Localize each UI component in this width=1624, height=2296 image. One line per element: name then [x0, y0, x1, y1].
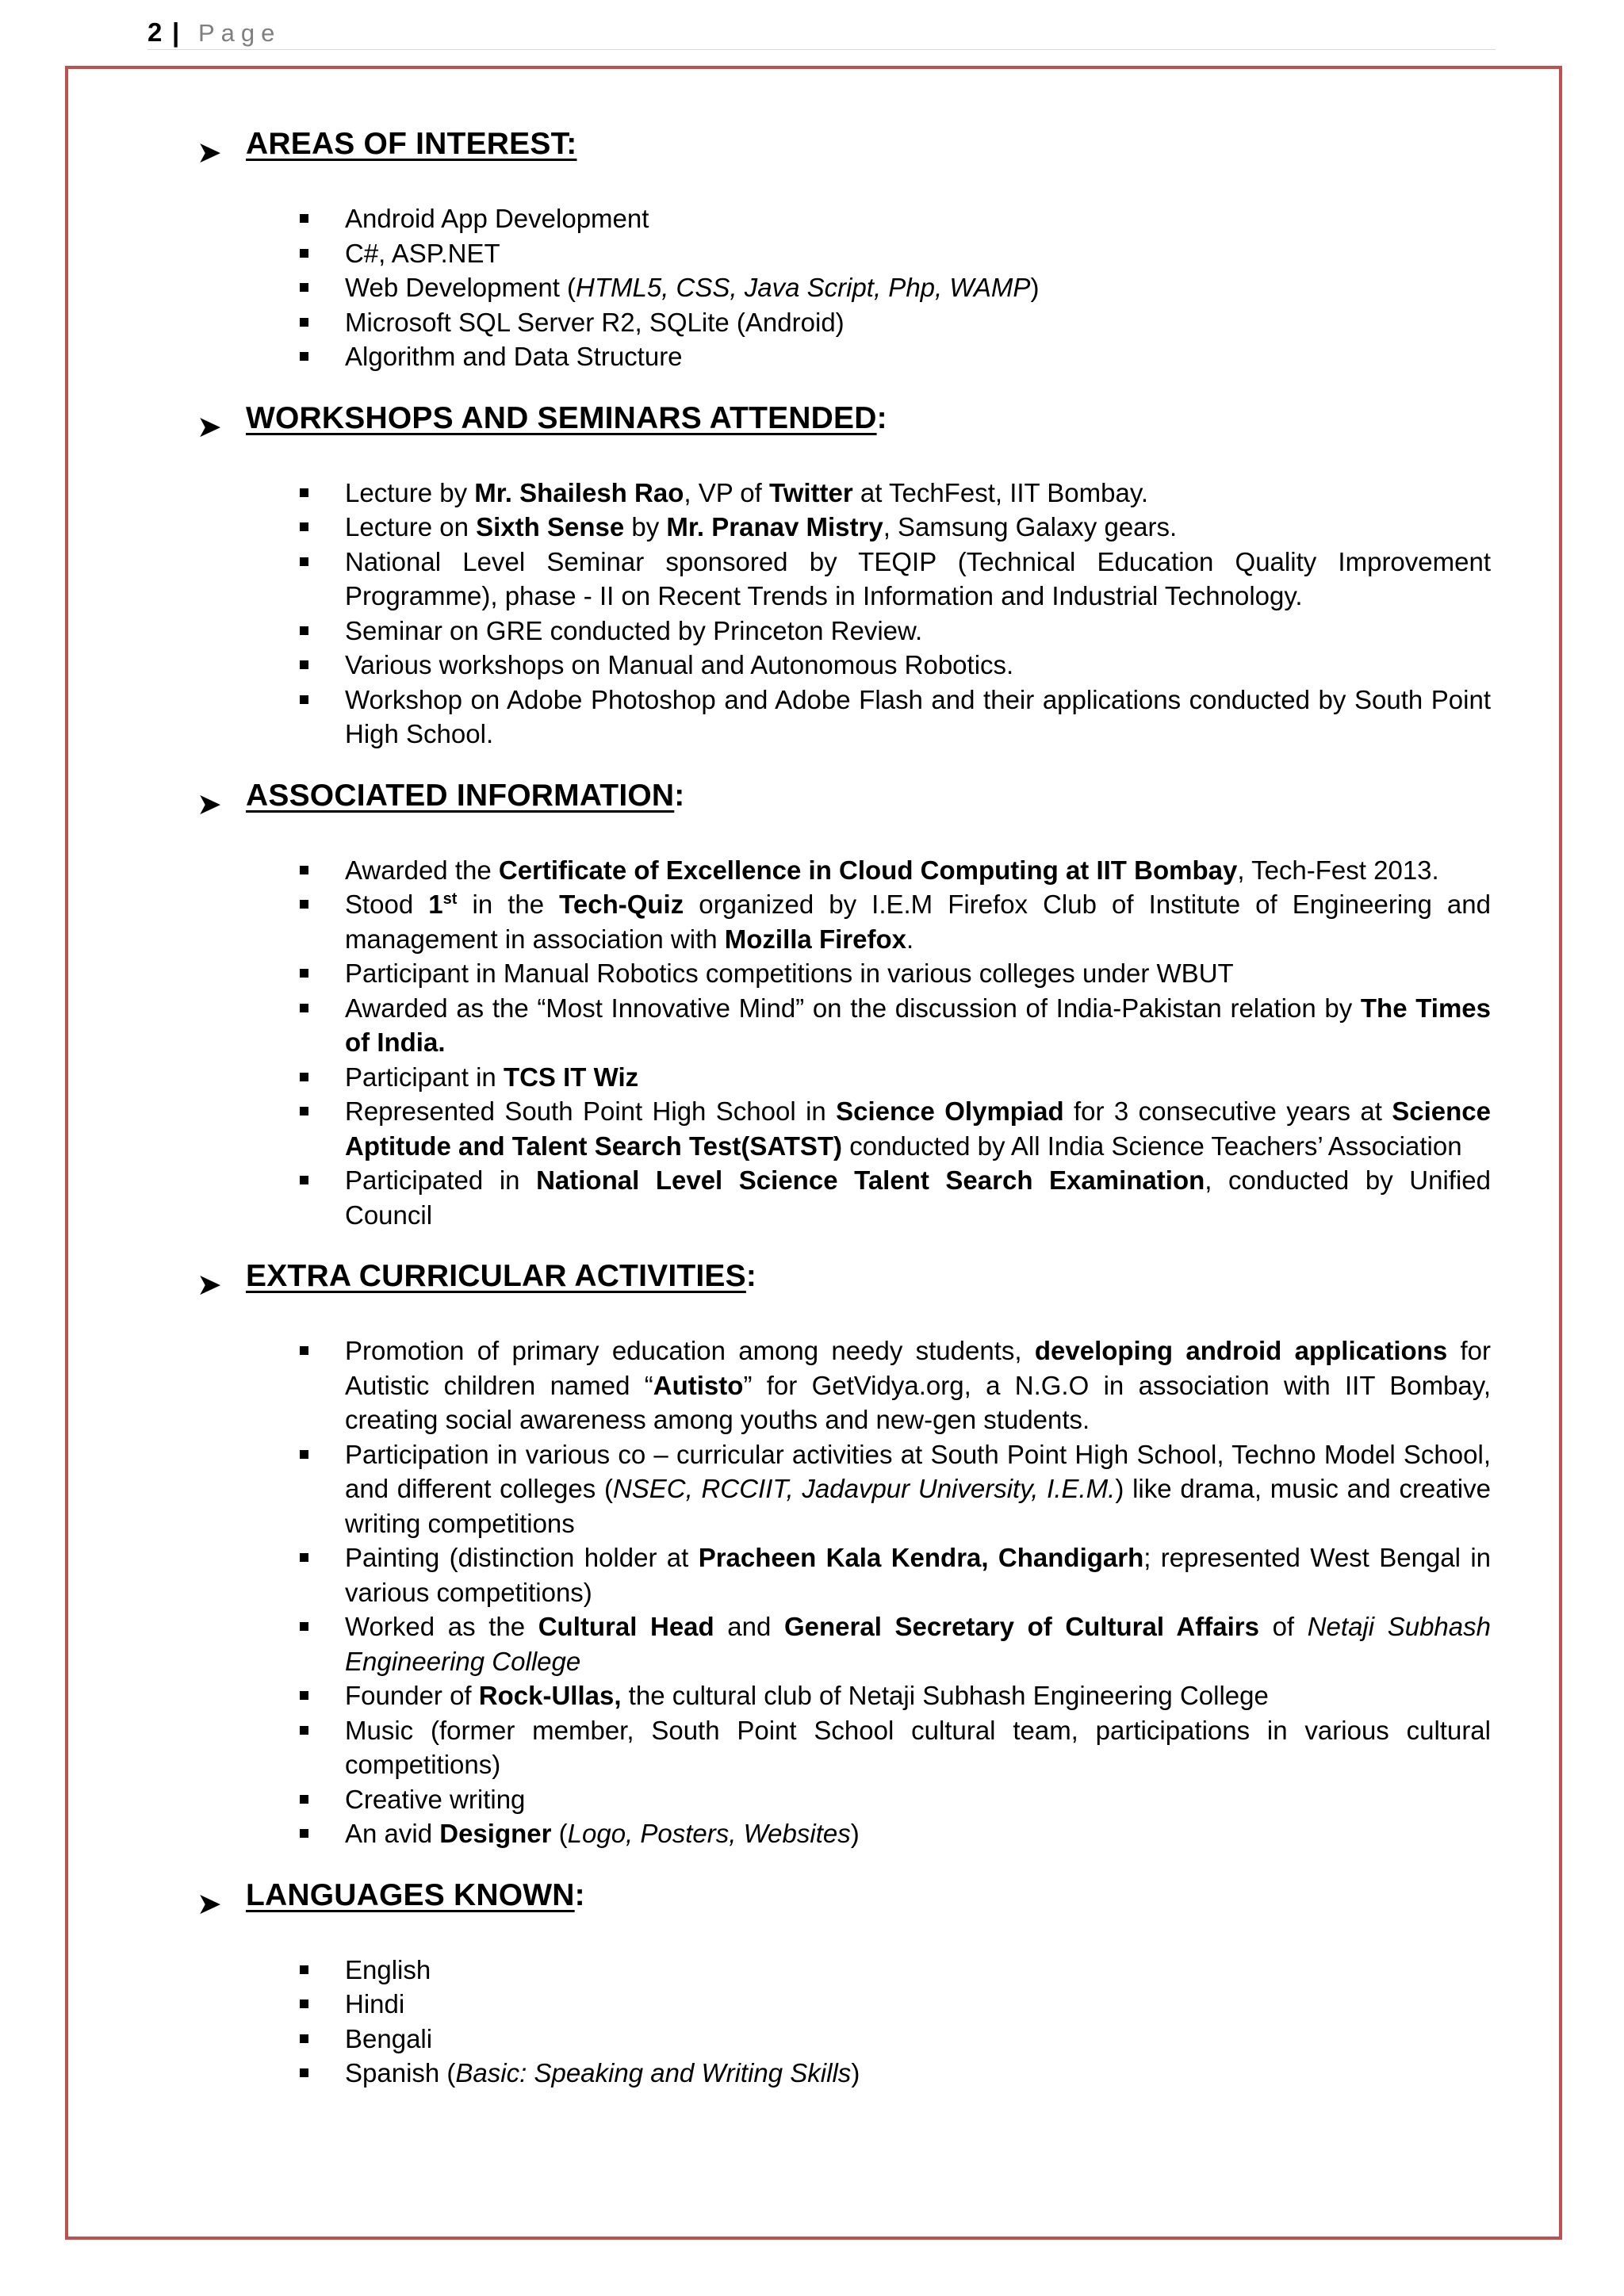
page-number: 2: [147, 17, 163, 47]
item-text: Lecture on: [345, 512, 477, 541]
item-text: for 3 consecutive years at: [1063, 1096, 1392, 1126]
item-text: Mr. Shailesh Rao: [474, 477, 684, 507]
item-text: for Autistic children named “: [345, 1336, 1491, 1400]
item-text: ) like drama, music and creative writing competitions: [345, 1474, 1491, 1538]
item-text: conducted by All India Science Teachers’ Association: [842, 1131, 1462, 1161]
section-list: [345, 476, 1491, 752]
item-text: st: [442, 890, 458, 908]
section-colon: :: [574, 1877, 585, 1912]
item-text: Awarded as the “Most Innovative Mind” on the discussion of India-Pakistan relation by: [345, 993, 1361, 1023]
list-item: [345, 1816, 1491, 1851]
item-text: Music (former member, South Point School cultural team, participations in various cultural competitions): [345, 1715, 1491, 1779]
section-colon: :: [745, 1259, 756, 1293]
item-text: TCS IT Wiz: [503, 1062, 639, 1092]
item-text: Rock-Ullas,: [478, 1681, 622, 1710]
list-item: [345, 2056, 1491, 2091]
section-heading: [197, 400, 1491, 449]
list-item: [345, 1678, 1491, 1713]
page-separator: |: [172, 17, 180, 47]
item-text: English: [345, 1954, 431, 1984]
item-text: Painting (distinction holder at: [345, 1543, 699, 1572]
list-item: [345, 956, 1491, 991]
list-item: [345, 201, 1491, 236]
section-title: WORKSHOPS AND SEMINARS ATTENDED: [246, 400, 877, 435]
item-text: Participant in: [345, 1062, 504, 1092]
item-text: Participant in Manual Robotics competitions in various colleges under WBUT: [345, 959, 1234, 988]
item-text: Participation in various co – curricular activities at South Point High School, Techno Model School, and different colleges (: [345, 1439, 1491, 1503]
item-text: Twitter: [768, 477, 853, 507]
item-text: the cultural club of Netaji Subhash Engineering College: [621, 1681, 1269, 1710]
item-text: Hindi: [345, 1989, 405, 2019]
section-list: [345, 1953, 1491, 2091]
item-text: Pracheen Kala Kendra, Chandigarh: [698, 1543, 1144, 1572]
item-text: General Secretary of Cultural Affairs: [784, 1612, 1259, 1641]
section-heading: [197, 1877, 1491, 1926]
section-languages: [198, 1878, 1491, 2091]
list-item: [345, 991, 1491, 1060]
item-text: Mozilla Firefox: [724, 924, 906, 954]
list-item: [345, 1609, 1491, 1678]
list-item: [345, 339, 1491, 374]
item-text: Algorithm and Data Structure: [345, 342, 683, 371]
item-text: Seminar on GRE conducted by Princeton Review.: [345, 615, 923, 645]
item-text: in the: [457, 890, 560, 919]
list-item: [345, 1782, 1491, 1817]
item-text: Various workshops on Manual and Autonomous Robotics.: [345, 650, 1014, 679]
section-associated-information: [198, 779, 1491, 1233]
item-text: .: [906, 924, 914, 954]
item-text: Participated in: [345, 1165, 537, 1195]
item-text: Workshop on Adobe Photoshop and Adobe Flash and their applications conducted by South Point High School.: [345, 684, 1491, 748]
list-item: [345, 1094, 1491, 1163]
arrowhead-icon: ➤: [197, 1269, 222, 1302]
page-label: Page: [198, 19, 282, 47]
item-text: Autisto: [653, 1370, 744, 1400]
section-extra-curricular: [198, 1259, 1491, 1851]
section-list: [345, 853, 1491, 1233]
list-item: [345, 614, 1491, 649]
item-text: developing android applications: [1034, 1336, 1448, 1365]
list-item: [345, 1334, 1491, 1437]
item-text: ): [1030, 273, 1040, 302]
item-text: Tech-Quiz: [559, 890, 684, 919]
section-heading: [197, 127, 1491, 174]
item-text: Cultural Head: [538, 1612, 714, 1641]
list-item: [345, 853, 1491, 888]
list-item: [345, 887, 1491, 956]
list-item: [345, 305, 1491, 340]
item-text: National Level Science Talent Search Examination: [536, 1165, 1205, 1195]
item-text: and: [714, 1612, 784, 1641]
item-text: of: [1258, 1612, 1308, 1641]
item-text: Netaji Subhash Engineering College: [345, 1612, 1491, 1676]
list-item: [345, 1713, 1491, 1782]
item-text: Science Aptitude and Talent Search Test(SATST): [345, 1096, 1491, 1161]
section-areas-of-interest: [198, 127, 1491, 374]
section-title: EXTRA CURRICULAR ACTIVITIES: [246, 1259, 746, 1293]
section-title: ASSOCIATED INFORMATION: [246, 778, 675, 813]
section-colon: :: [876, 400, 887, 435]
item-text: ; represented West Bengal in various competitions): [345, 1543, 1491, 1607]
item-text: 1: [428, 890, 443, 919]
item-text: Android App Development: [345, 204, 649, 233]
list-item: [345, 236, 1491, 271]
list-item: [345, 545, 1491, 614]
section-heading: [197, 1259, 1491, 1307]
item-text: NSEC, RCCIIT, Jadavpur University, I.E.M.: [612, 1474, 1116, 1503]
item-text: Logo, Posters, Websites: [567, 1819, 851, 1848]
item-text: by: [624, 512, 667, 541]
item-text: Sixth Sense: [476, 512, 625, 541]
item-text: National Level Seminar sponsored by TEQIP (Technical Education Quality Improvement Programme), phase - II on Recent Trends in Information and Industrial Technology.: [345, 546, 1491, 610]
item-text: , Tech-Fest 2013.: [1237, 855, 1439, 885]
list-item: [345, 1060, 1491, 1095]
item-text: Designer: [439, 1819, 552, 1848]
item-text: C#, ASP.NET: [345, 238, 500, 268]
item-text: Bengali: [345, 2023, 433, 2053]
list-item: [345, 1953, 1491, 1988]
item-text: Spanish (: [345, 2058, 456, 2087]
item-text: Web Development (: [345, 273, 576, 302]
item-text: ” for GetVidya.org, a N.G.O in association with IIT Bombay, creating social awareness among youths and new-gen students.: [345, 1370, 1491, 1434]
section-heading: [197, 778, 1491, 826]
item-text: Microsoft SQL Server R2, SQLite (Android): [345, 307, 845, 337]
item-text: Awarded the: [345, 855, 499, 885]
list-item: [345, 1163, 1491, 1232]
item-text: HTML5, CSS, Java Script, Php, WAMP: [576, 273, 1031, 302]
list-item: [345, 683, 1491, 752]
arrowhead-icon: ➤: [197, 410, 222, 444]
section-title: AREAS OF INTEREST:: [246, 127, 577, 161]
list-item: [345, 1987, 1491, 2022]
list-item: [345, 270, 1491, 305]
list-item: [345, 476, 1491, 511]
list-item: [345, 1540, 1491, 1609]
list-item: [345, 510, 1491, 545]
section-list: [345, 1334, 1491, 1851]
item-text: Worked as the: [345, 1612, 538, 1641]
resume-content: [198, 127, 1491, 2091]
item-text: Lecture by: [345, 477, 475, 507]
item-text: ): [850, 1819, 860, 1848]
list-item: [345, 1437, 1491, 1541]
section-title: LANGUAGES KNOWN: [246, 1877, 575, 1912]
section-list: [345, 201, 1491, 374]
item-text: (: [551, 1819, 568, 1848]
item-text: Basic: Speaking and Writing Skills: [455, 2058, 852, 2087]
item-text: Promotion of primary education among needy students,: [345, 1336, 1035, 1365]
item-text: Certificate of Excellence in Cloud Computing at IIT Bombay: [498, 855, 1238, 885]
item-text: Creative writing: [345, 1784, 526, 1814]
arrowhead-icon: ➤: [197, 787, 222, 821]
item-text: Represented South Point High School in: [345, 1096, 837, 1126]
item-text: Science Olympiad: [836, 1096, 1064, 1126]
item-text: Mr. Pranav Mistry: [666, 512, 883, 541]
item-text: ): [851, 2058, 860, 2087]
arrowhead-icon: ➤: [197, 1887, 222, 1921]
page-header: [147, 11, 1496, 50]
item-text: Founder of: [345, 1681, 479, 1710]
arrowhead-icon: ➤: [197, 136, 222, 170]
section-workshops: [198, 401, 1491, 752]
item-text: , conducted by Unified Council: [345, 1165, 1491, 1230]
item-text: organized by I.E.M Firefox Club of Institute of Engineering and management in association with: [345, 890, 1491, 954]
list-item: [345, 648, 1491, 683]
item-text: , VP of: [684, 477, 769, 507]
list-item: [345, 2022, 1491, 2057]
item-text: Stood: [345, 890, 429, 919]
section-colon: :: [674, 778, 685, 813]
item-text: , Samsung Galaxy gears.: [883, 512, 1178, 541]
item-text: at TechFest, IIT Bombay.: [852, 477, 1149, 507]
item-text: The Times of India.: [345, 993, 1491, 1057]
item-text: An avid: [345, 1819, 440, 1848]
